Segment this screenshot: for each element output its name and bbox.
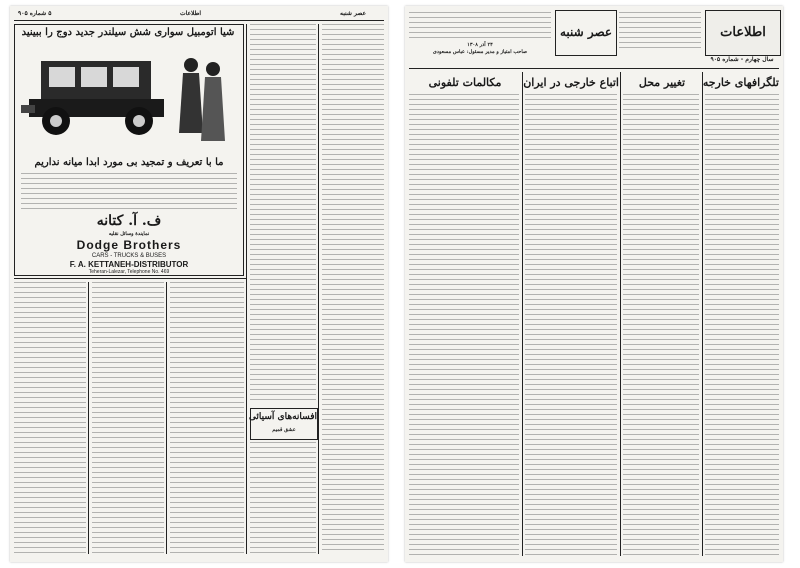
issue-line: سال چهارم - شماره ۹۰۵ (710, 56, 774, 63)
column-rule (166, 282, 167, 554)
ad-body-text (21, 173, 237, 209)
masthead-rule (409, 68, 779, 69)
date-line: ۲۴ آذر ۱۳۰۸ (467, 42, 493, 48)
section-rule (14, 278, 246, 279)
masthead-edition: عصر شنبه (559, 25, 613, 39)
left-column-f (250, 442, 316, 554)
left-header-issue: ۵ شماره ۹۰۵ (18, 10, 52, 17)
ad-agent-sub: نمایندهٔ وسائل نقلیه (108, 231, 150, 237)
car-advertisement (14, 24, 244, 276)
ad-vehicle-types: CARS - TRUCKS & BUSES (91, 253, 167, 259)
headline-foreign-nationals: اتباع خارجی در ایران (523, 76, 619, 89)
publisher-line: صاحب امتیاز و مدیر مسئول: عباس مسعودی (432, 49, 528, 55)
column-rule (620, 72, 621, 556)
asian-tales-box (250, 408, 318, 440)
column-rule (702, 72, 703, 556)
right-column-4 (409, 94, 519, 556)
column-rule (522, 72, 523, 556)
left-header-day: عصر شنبه (340, 10, 367, 17)
edition-box (555, 10, 617, 56)
header-rule (14, 20, 384, 21)
right-column-2 (623, 94, 699, 556)
figures-illustration (175, 53, 230, 153)
column-rule (88, 282, 89, 554)
asian-tales-title: افسانه‌های آسیائی (248, 412, 317, 422)
ad-brand: Dodge Brothers (76, 238, 182, 252)
car-illustration (21, 41, 171, 151)
column-rule (246, 24, 247, 554)
headline-change-location: تغییر محل (638, 76, 686, 89)
subscription-info (619, 12, 701, 52)
headline-telephone-calls: مکالمات تلفونی (428, 76, 502, 89)
asian-tales-sub: عشق قمیم (272, 427, 296, 433)
left-column-e (170, 282, 244, 554)
ad-phone: Teheran-Lalezar, Telephone No. 469 (88, 269, 170, 275)
left-column-c (14, 282, 86, 554)
left-newspaper-page (10, 6, 388, 562)
column-rule (318, 24, 319, 554)
masthead-logo (705, 10, 781, 56)
price-table (409, 12, 551, 40)
left-column-b (322, 24, 384, 554)
ad-distributor: F. A. KETTANEH-DISTRIBUTOR (69, 260, 189, 269)
ad-agent-name: ف. آ. کتانه (96, 213, 162, 229)
ad-headline: شیا اتومبیل سواری شش سیلندر جدید دوج را ببینید (21, 27, 235, 38)
right-newspaper-page (405, 6, 783, 562)
left-header-paper: اطلاعات (180, 10, 202, 17)
headline-foreign-telegrams: تلگرافهای خارجه (702, 76, 779, 89)
ad-tagline: ما با تعریف و تمجید بی مورد ابدا میانه نداریم (34, 157, 224, 168)
left-column-d (92, 282, 164, 554)
masthead-title: اطلاعات (720, 25, 766, 40)
right-column-3 (525, 94, 617, 556)
left-column-a (250, 24, 316, 404)
right-column-1 (705, 94, 779, 556)
